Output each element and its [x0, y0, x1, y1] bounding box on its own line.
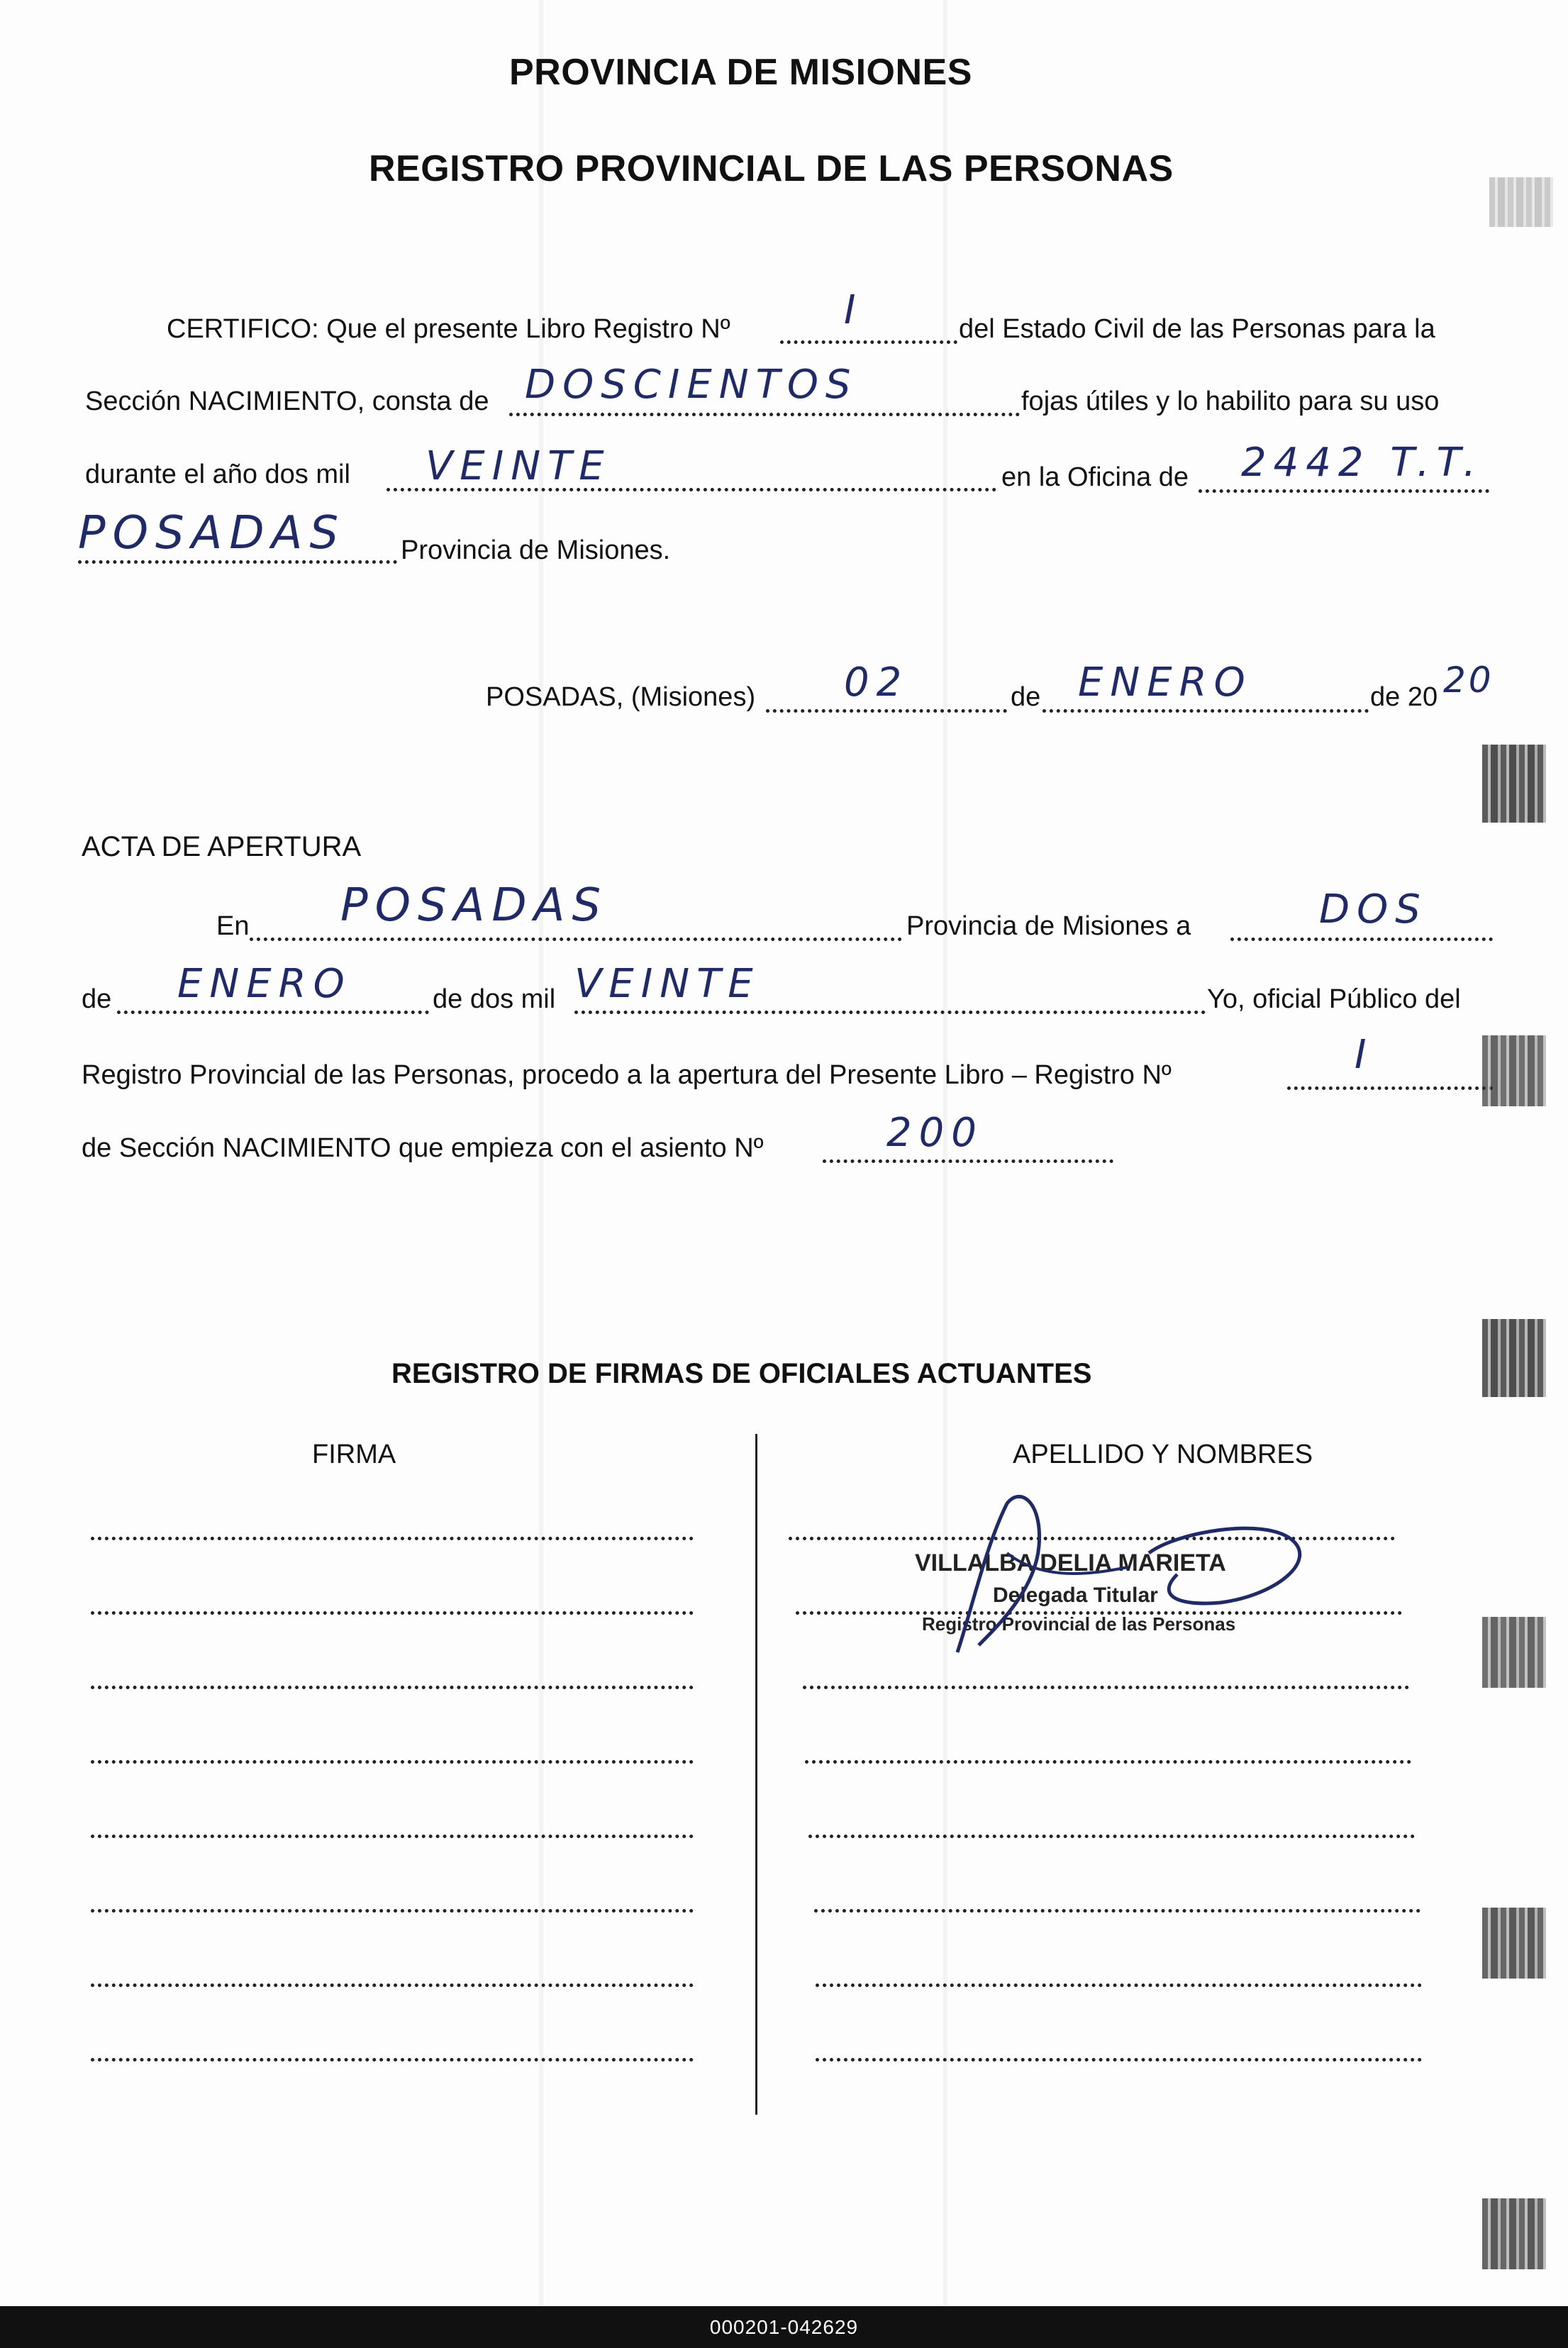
- acta-dia-handwriting: DOS: [1319, 886, 1428, 933]
- date-place: POSADAS, (Misiones): [486, 682, 756, 712]
- acta-line2-text-end: Yo, oficial Público del: [1207, 984, 1461, 1014]
- cert-localidad-dotline: [78, 560, 397, 564]
- acta-registro-dotline: [1287, 1086, 1493, 1090]
- cert-line3-text-mid: en la Oficina de: [1001, 462, 1189, 492]
- acta-line1-text: En: [216, 911, 250, 941]
- date-month-dotline: [1042, 709, 1369, 713]
- date-de-label: de: [1011, 682, 1041, 712]
- stamp-role: Delegada Titular: [993, 1584, 1158, 1607]
- nombre-line: [814, 1909, 1420, 1913]
- scan-artifact: [1489, 177, 1553, 227]
- firma-column-header: FIRMA: [312, 1440, 396, 1469]
- cert-fojas-handwriting: DOSCIENTOS: [525, 362, 858, 408]
- date-day-handwriting: 02: [844, 660, 909, 706]
- firma-line: [91, 1983, 694, 1987]
- cert-fojas-dotline: [509, 413, 1020, 416]
- acta-asiento-handwriting: 200: [886, 1110, 984, 1156]
- firma-line: [91, 1537, 694, 1540]
- acta-mes-handwriting: ENERO: [177, 961, 352, 1007]
- acta-line3-text: Registro Provincial de las Personas, procedo a la apertura del Presente Libro – Registro Nº: [82, 1060, 1172, 1090]
- cert-line1-text: CERTIFICO: Que el presente Libro Registro Nº: [167, 314, 730, 344]
- firma-line: [91, 1611, 694, 1615]
- firmas-heading: REGISTRO DE FIRMAS DE OFICIALES ACTUANTES: [391, 1358, 1092, 1389]
- document-title: PROVINCIA DE MISIONES: [509, 52, 972, 93]
- cert-line1-text-end: del Estado Civil de las Personas para la: [959, 314, 1435, 344]
- nombre-line: [808, 1835, 1415, 1838]
- cert-line4-text: Provincia de Misiones.: [401, 535, 671, 565]
- scan-artifact: [1482, 1617, 1546, 1688]
- acta-anio-handwriting: VEINTE: [574, 961, 760, 1007]
- scan-artifact: [1482, 1319, 1546, 1397]
- cert-line2-text-end: fojas útiles y lo habilito para su uso: [1021, 386, 1440, 416]
- nombre-line: [805, 1760, 1411, 1764]
- firma-line: [91, 2058, 694, 2062]
- nombre-line: [816, 1983, 1422, 1987]
- cert-libro-dotline: [780, 340, 957, 344]
- cert-line2-text: Sección NACIMIENTO, consta de: [85, 386, 489, 416]
- signature-scribble: [879, 1489, 1347, 1674]
- document-subtitle: REGISTRO PROVINCIAL DE LAS PERSONAS: [369, 148, 1174, 189]
- acta-registro-handwriting: I: [1355, 1032, 1374, 1078]
- stamp-org: Registro Provincial de las Personas: [922, 1613, 1236, 1635]
- scan-artifact: [1482, 745, 1546, 823]
- acta-anio-dotline: [574, 1011, 1206, 1014]
- firma-line: [91, 1909, 694, 1913]
- firma-line: [91, 1835, 694, 1838]
- cert-localidad-handwriting: POSADAS: [78, 507, 346, 560]
- acta-dia-dotline: [1230, 937, 1493, 941]
- cert-line3-text: durante el año dos mil: [85, 460, 350, 489]
- date-day-dotline: [766, 709, 1007, 713]
- acta-line1-text-end: Provincia de Misiones a: [906, 911, 1191, 941]
- cert-oficina-handwriting: 2442 T.T.: [1241, 440, 1484, 486]
- nombre-line: [816, 2058, 1422, 2062]
- nombre-line: [803, 1686, 1409, 1689]
- stamp-name: VILLALBA DELIA MARIETA: [915, 1549, 1226, 1576]
- document-id-footer: [0, 2306, 1568, 2348]
- acta-mes-dotline: [117, 1011, 429, 1014]
- acta-lugar-dotline: [250, 937, 902, 941]
- acta-asiento-dotline: [823, 1159, 1113, 1163]
- acta-lugar-handwriting: POSADAS: [340, 879, 608, 932]
- nombres-column-header: APELLIDO Y NOMBRES: [1013, 1440, 1313, 1469]
- cert-oficina-dotline: [1199, 489, 1489, 493]
- acta-heading: ACTA DE APERTURA: [82, 831, 362, 862]
- column-divider: [755, 1434, 757, 2115]
- acta-line2-text-mid: de dos mil: [433, 984, 556, 1014]
- firma-line: [91, 1760, 694, 1764]
- scan-artifact: [1482, 1035, 1546, 1106]
- acta-line2-text: de: [82, 984, 112, 1014]
- scan-artifact: [1482, 1908, 1546, 1979]
- document-code: 000201-042629: [709, 2315, 859, 2338]
- date-year-handwriting: 20: [1443, 660, 1494, 701]
- acta-line4-text: de Sección NACIMIENTO que empieza con el asiento Nº: [82, 1133, 764, 1163]
- date-month-handwriting: ENERO: [1078, 660, 1252, 706]
- date-year-label: de 20: [1370, 682, 1438, 712]
- firma-line: [91, 1686, 694, 1689]
- scan-artifact: [1482, 2198, 1546, 2269]
- cert-anio-handwriting: VEINTE: [426, 443, 611, 489]
- cert-libro-handwriting: I: [844, 287, 863, 333]
